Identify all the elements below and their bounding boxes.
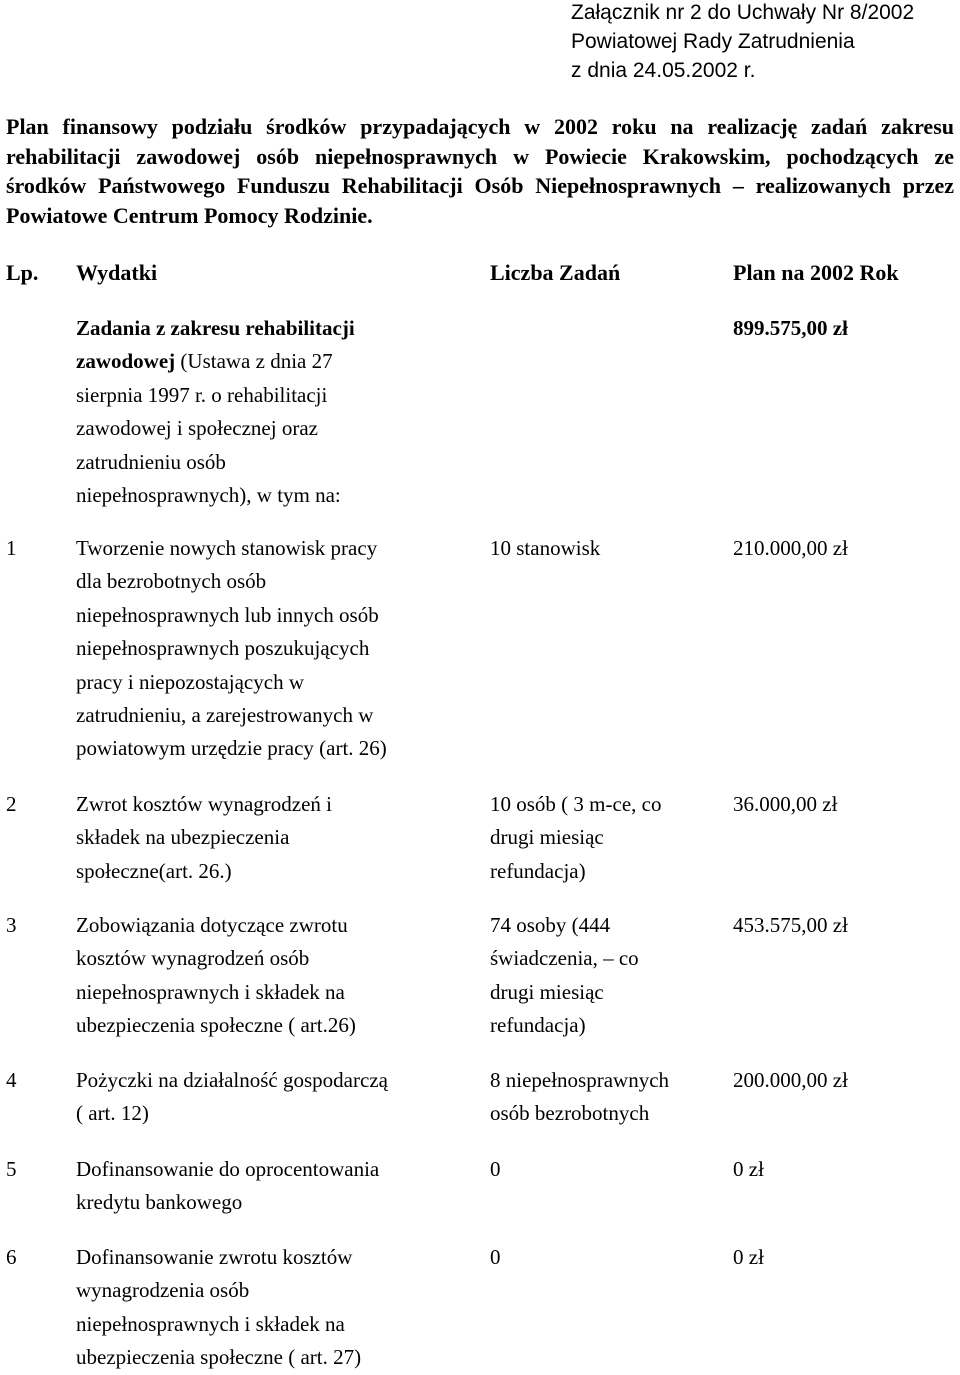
count-line: drugi miesiąc xyxy=(490,979,604,1004)
description-line: składek na ubezpieczenia xyxy=(76,825,290,850)
count-line: refundacja) xyxy=(490,858,586,883)
description-line: dla bezrobotnych osób xyxy=(76,569,267,594)
description-line: wynagrodzenia osób xyxy=(76,1278,250,1303)
summary-line: niepełnosprawnych), w tym na: xyxy=(76,483,341,508)
description-line: Dofinansowanie zwrotu kosztów xyxy=(76,1245,353,1269)
description-line: kredytu bankowego xyxy=(76,1190,243,1215)
row-4-count xyxy=(490,1064,722,1131)
description-line: Dofinansowanie do oprocentowania xyxy=(76,1157,380,1181)
row-3-count xyxy=(490,909,722,1043)
row-1-description xyxy=(76,532,476,766)
summary-line: sierpnia 1997 r. o rehabilitacji xyxy=(76,382,328,407)
description-line: niepełnosprawnych i składek na xyxy=(76,979,345,1004)
count-line: drugi miesiąc xyxy=(490,825,604,850)
summary-description xyxy=(76,312,476,512)
row-1-lp: 1 xyxy=(6,536,17,560)
description-line: zatrudnieniu, a zarejestrowanych w xyxy=(76,703,374,728)
description-line: kosztów wynagrodzeń osób xyxy=(76,946,310,971)
row-2-amount: 36.000,00 zł xyxy=(733,792,838,816)
count-line: 10 stanowisk xyxy=(490,536,601,560)
row-6-count xyxy=(490,1241,722,1274)
description-line: Zobowiązania dotyczące zwrotu xyxy=(76,913,348,937)
description-line: Tworzenie nowych stanowisk pracy xyxy=(76,536,378,560)
row-4-amount: 200.000,00 zł xyxy=(733,1068,848,1092)
description-line: niepełnosprawnych i składek na xyxy=(76,1311,345,1336)
row-4-lp: 4 xyxy=(6,1068,17,1092)
header-wydatki: Wydatki xyxy=(76,260,158,285)
description-line: niepełnosprawnych poszukujących xyxy=(76,636,370,661)
row-3-lp: 3 xyxy=(6,913,17,937)
summary-line: zatrudnieniu osób xyxy=(76,449,226,474)
row-2-description xyxy=(76,788,476,888)
row-3-amount: 453.575,00 zł xyxy=(733,913,848,937)
count-line: 10 osób ( 3 m-ce, co xyxy=(490,792,662,816)
count-line: świadczenia, – co xyxy=(490,946,639,971)
row-5-lp: 5 xyxy=(6,1157,17,1181)
description-line: Zwrot kosztów wynagrodzeń i xyxy=(76,792,333,816)
description-line: Pożyczki na działalność gospodarczą xyxy=(76,1068,388,1092)
summary-line: zawodowej i społecznej oraz xyxy=(76,416,318,441)
row-6-lp: 6 xyxy=(6,1245,17,1269)
description-line: niepełnosprawnych lub innych osób xyxy=(76,602,379,627)
row-1-count xyxy=(490,532,722,565)
count-line: 8 niepełnosprawnych xyxy=(490,1068,670,1092)
header-lp: Lp. xyxy=(6,260,39,285)
row-5-description xyxy=(76,1153,476,1220)
annex-line-2: Powiatowej Rady Zatrudnienia xyxy=(571,30,855,53)
row-6-description xyxy=(76,1241,476,1375)
annex-line-1: Załącznik nr 2 do Uchwały Nr 8/2002 xyxy=(571,1,915,24)
header-liczba-zadan: Liczba Zadań xyxy=(490,260,621,285)
count-line: osób bezrobotnych xyxy=(490,1101,650,1126)
count-line: refundacja) xyxy=(490,1013,586,1038)
row-1-amount: 210.000,00 zł xyxy=(733,536,848,560)
annex-line-3: z dnia 24.05.2002 r. xyxy=(571,59,756,82)
row-5-count xyxy=(490,1153,722,1186)
summary-amount: 899.575,00 zł xyxy=(733,316,848,340)
description-line: ubezpieczenia społeczne ( art. 27) xyxy=(76,1345,362,1370)
count-line: 0 xyxy=(490,1157,501,1181)
description-line: ubezpieczenia społeczne ( art.26) xyxy=(76,1013,356,1038)
row-6-amount: 0 zł xyxy=(733,1245,764,1269)
row-5-amount: 0 zł xyxy=(733,1157,764,1181)
row-2-count xyxy=(490,788,722,888)
summary-bold-line-1: Zadania z zakresu rehabilitacji xyxy=(76,316,355,340)
document-title: Plan finansowy podziału środków przypadających w 2002 roku na realizację zadań zakresu rehabilitacji zawodowej osób niepełnosprawnych w Powiecie Krakowskim, pochodzących ze środków Państwowego Funduszu Rehabilitacji Osób Niepełnosprawnych – realizowanych przez Powiatowe Centrum Pomocy Rodzinie. xyxy=(6,114,954,228)
annex-header xyxy=(571,0,956,85)
row-3-description xyxy=(76,909,476,1043)
description-line: pracy i niepozostających w xyxy=(76,669,304,694)
summary-bold-line-2: zawodowej xyxy=(76,349,176,374)
row-2-lp: 2 xyxy=(6,792,17,816)
count-line: 0 xyxy=(490,1245,501,1269)
header-plan: Plan na 2002 Rok xyxy=(733,260,899,285)
description-line: ( art. 12) xyxy=(76,1101,149,1126)
summary-line-2-rest: (Ustawa z dnia 27 xyxy=(175,349,333,374)
description-line: powiatowym urzędzie pracy (art. 26) xyxy=(76,736,387,761)
description-line: społeczne(art. 26.) xyxy=(76,858,232,883)
row-4-description xyxy=(76,1064,476,1131)
count-line: 74 osoby (444 xyxy=(490,913,611,937)
